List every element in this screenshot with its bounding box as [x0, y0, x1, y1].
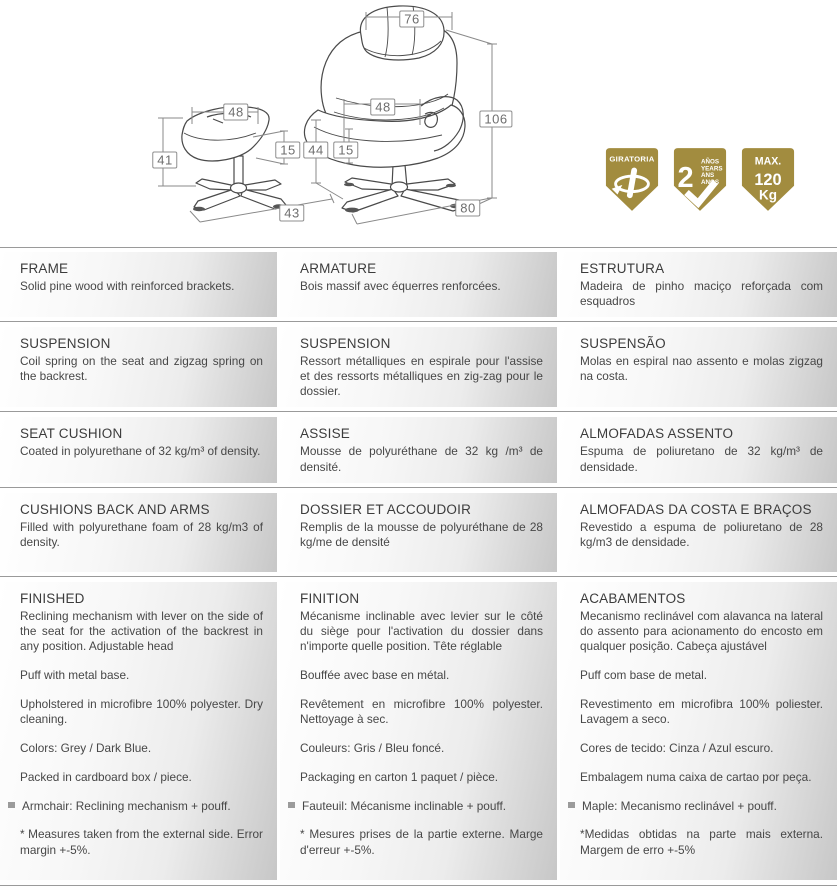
spec-cell-pt — [560, 417, 837, 482]
spec-body: Molas en espiral nao assento e molas zigzag na costa. — [580, 354, 823, 384]
chair-depth-dim: 80 — [455, 200, 480, 217]
bullet-text: Armchair: Reclining mechanism + pouff. — [22, 799, 231, 814]
spec-body: Revestido a espuma de poliuretano de 28 kg/m3 de densidade. — [580, 519, 823, 549]
spec-cell-pt — [560, 582, 837, 880]
square-bullet-icon — [568, 802, 575, 808]
spec-cell-en — [0, 252, 277, 317]
spec-cell-fr — [280, 493, 557, 572]
spec-paragraph: Puff with metal base. — [20, 667, 130, 682]
spec-title: ALMOFADAS DA COSTA E BRAÇOS — [580, 501, 812, 517]
warranty-word-years: YEARS — [700, 165, 723, 173]
ottoman-drawing — [182, 107, 286, 212]
bullet-text: Maple: Mecanismo reclinável + pouff. — [582, 799, 777, 814]
spec-paragraph: Revestimento em microfibra 100% poliester. Lavagem a seco. — [580, 697, 823, 727]
row-divider — [0, 576, 837, 577]
spec-table — [0, 252, 837, 886]
max-value: 120 — [754, 170, 782, 189]
spec-paragraph: Mecanismo reclinável com alavanca na lateral do assento para acionamento do encosto em qualquer posição. Cabeça ajustável — [580, 608, 823, 653]
spec-title: ARMATURE — [300, 261, 377, 276]
spec-body: Ressort métalliques en espirale pour l'assise et des ressorts métalliques en zig-zag pour le dossier. — [300, 354, 543, 399]
max-unit: Kg — [759, 187, 777, 203]
spec-cell-pt — [560, 493, 837, 572]
spec-body: Filled with polyurethane foam of 28 kg/m3 of density. — [20, 519, 263, 549]
ottoman-height-dim: 41 — [152, 152, 177, 169]
spec-paragraph: Colors: Grey / Dark Blue. — [20, 741, 152, 756]
spec-body: Bois massif avec équerres renforcées. — [300, 279, 501, 293]
spec-cell-en — [0, 327, 277, 407]
spec-cell-fr — [280, 252, 557, 317]
row-divider — [0, 411, 837, 412]
spec-title: FINISHED — [20, 590, 85, 606]
spec-row-suspension — [0, 327, 837, 407]
bullet-item — [568, 799, 823, 813]
spec-row-finished — [0, 582, 837, 880]
spec-title: CUSHIONS BACK AND ARMS — [20, 501, 210, 517]
bottom-divider — [0, 885, 837, 886]
bullet-item — [8, 799, 263, 813]
spec-cell-fr — [280, 327, 557, 407]
spec-paragraph: Couleurs: Gris / Bleu foncé. — [300, 741, 445, 756]
spec-cell-fr — [280, 582, 557, 880]
spec-body: Coated in polyurethane of 32 kg/m³ of density. — [20, 444, 261, 459]
chair-seat-height-dim: 44 — [303, 142, 328, 159]
spec-title: SUSPENSION — [20, 336, 111, 352]
spec-body: Mousse de polyuréthane de 32 kg /m³ de densité. — [300, 444, 543, 474]
square-bullet-icon — [8, 802, 15, 808]
footnote: * Mesures prises de la partie externe. Marge d'erreur +-5%. — [300, 827, 543, 857]
spec-paragraph: Revêtement en microfibre 100% polyester. Nettoyage à sec. — [300, 697, 543, 727]
spec-body: Madeira de pinho maciço reforçada com esquadros — [580, 279, 823, 309]
spec-body: Remplis de la mousse de polyuréthane de 28 kg/me de densité — [300, 519, 543, 549]
spec-title: FINITION — [300, 590, 360, 606]
spec-paragraph: Bouffée avec base en métal. — [300, 667, 450, 682]
spec-cell-fr — [280, 417, 557, 482]
bullet-text: Fauteuil: Mécanisme inclinable + pouff. — [302, 799, 507, 814]
chair-thickness-dim: 15 — [333, 142, 358, 159]
section-divider — [0, 247, 837, 248]
warranty-word-ans: ANS — [700, 172, 715, 180]
spec-paragraph: Packaging en carton 1 paquet / pièce. — [300, 770, 499, 785]
warranty-years-number: 2 — [677, 161, 694, 194]
spec-cell-en — [0, 417, 277, 482]
footnote: * Measures taken from the external side. Error margin +-5%. — [20, 827, 263, 857]
spec-body: Espuma de poliuretano de 32 kg/m³ de densidade. — [580, 444, 823, 474]
spec-title: ESTRUTURA — [580, 261, 665, 276]
spec-cell-en — [0, 582, 277, 880]
chair-width-dim: 76 — [399, 11, 424, 28]
spec-paragraph: Upholstered in microfibre 100% polyester. Dry cleaning. — [20, 697, 263, 727]
warranty-badge — [672, 146, 728, 214]
bullet-item — [288, 799, 543, 813]
spec-title: ASSISE — [300, 426, 350, 442]
footnote: *Medidas obtidas na parte mais externa. Margem de erro +-5% — [580, 827, 823, 857]
swivel-badge — [604, 146, 660, 214]
spec-cell-pt — [560, 327, 837, 407]
spec-title: ACABAMENTOS — [580, 590, 686, 606]
square-bullet-icon — [288, 802, 295, 808]
max-label: MAX. — [754, 155, 782, 168]
spec-title: FRAME — [20, 261, 69, 276]
spec-paragraph: Mécanisme inclinable avec levier sur le côté du siège pour l'activation du dossier dans n'importe quelle position. Tête réglable — [300, 608, 543, 653]
spec-row-cushions-back-arms — [0, 493, 837, 572]
spec-cell-en — [0, 493, 277, 572]
ottoman-thickness-dim: 15 — [275, 142, 300, 159]
chair-height-dim: 106 — [479, 111, 512, 128]
ottoman-depth-dim: 43 — [279, 205, 304, 222]
spec-body: Solid pine wood with reinforced brackets. — [20, 279, 235, 293]
spec-body: Coil spring on the seat and zigzag spring on the backrest. — [20, 354, 263, 384]
row-divider — [0, 321, 837, 322]
max-weight-badge — [740, 146, 796, 214]
spec-paragraph: Reclining mechanism with lever on the side of the seat for the activation of the backrest in any position. Adjustable head — [20, 608, 263, 653]
spec-paragraph: Embalagem numa caixa de cartao por peça. — [580, 770, 812, 785]
ottoman-width-dim: 48 — [223, 104, 248, 121]
diagram-section — [0, 0, 837, 247]
spec-title: SEAT CUSHION — [20, 426, 123, 442]
spec-row-frame — [0, 252, 837, 317]
spec-paragraph: Cores de tecido: Cinza / Azul escuro. — [580, 741, 774, 756]
swivel-badge-label: GIRATORIA — [609, 154, 655, 164]
spec-title: ALMOFADAS ASSENTO — [580, 426, 734, 442]
spec-title: SUSPENSION — [300, 336, 391, 352]
spec-paragraph: Packed in cardboard box / piece. — [20, 770, 192, 785]
warranty-word-anos-pt: ANOS — [700, 178, 720, 186]
row-divider — [0, 487, 837, 488]
spec-row-seat-cushion — [0, 417, 837, 482]
spec-title: SUSPENSÃO — [580, 336, 666, 352]
spec-paragraph: Puff com base de metal. — [580, 667, 707, 682]
warranty-word-anos-es: AÑOS — [700, 158, 720, 166]
spec-title: DOSSIER ET ACCOUDOIR — [300, 501, 472, 517]
spec-cell-pt — [560, 252, 837, 317]
chair-seat-width-dim: 48 — [370, 99, 395, 116]
